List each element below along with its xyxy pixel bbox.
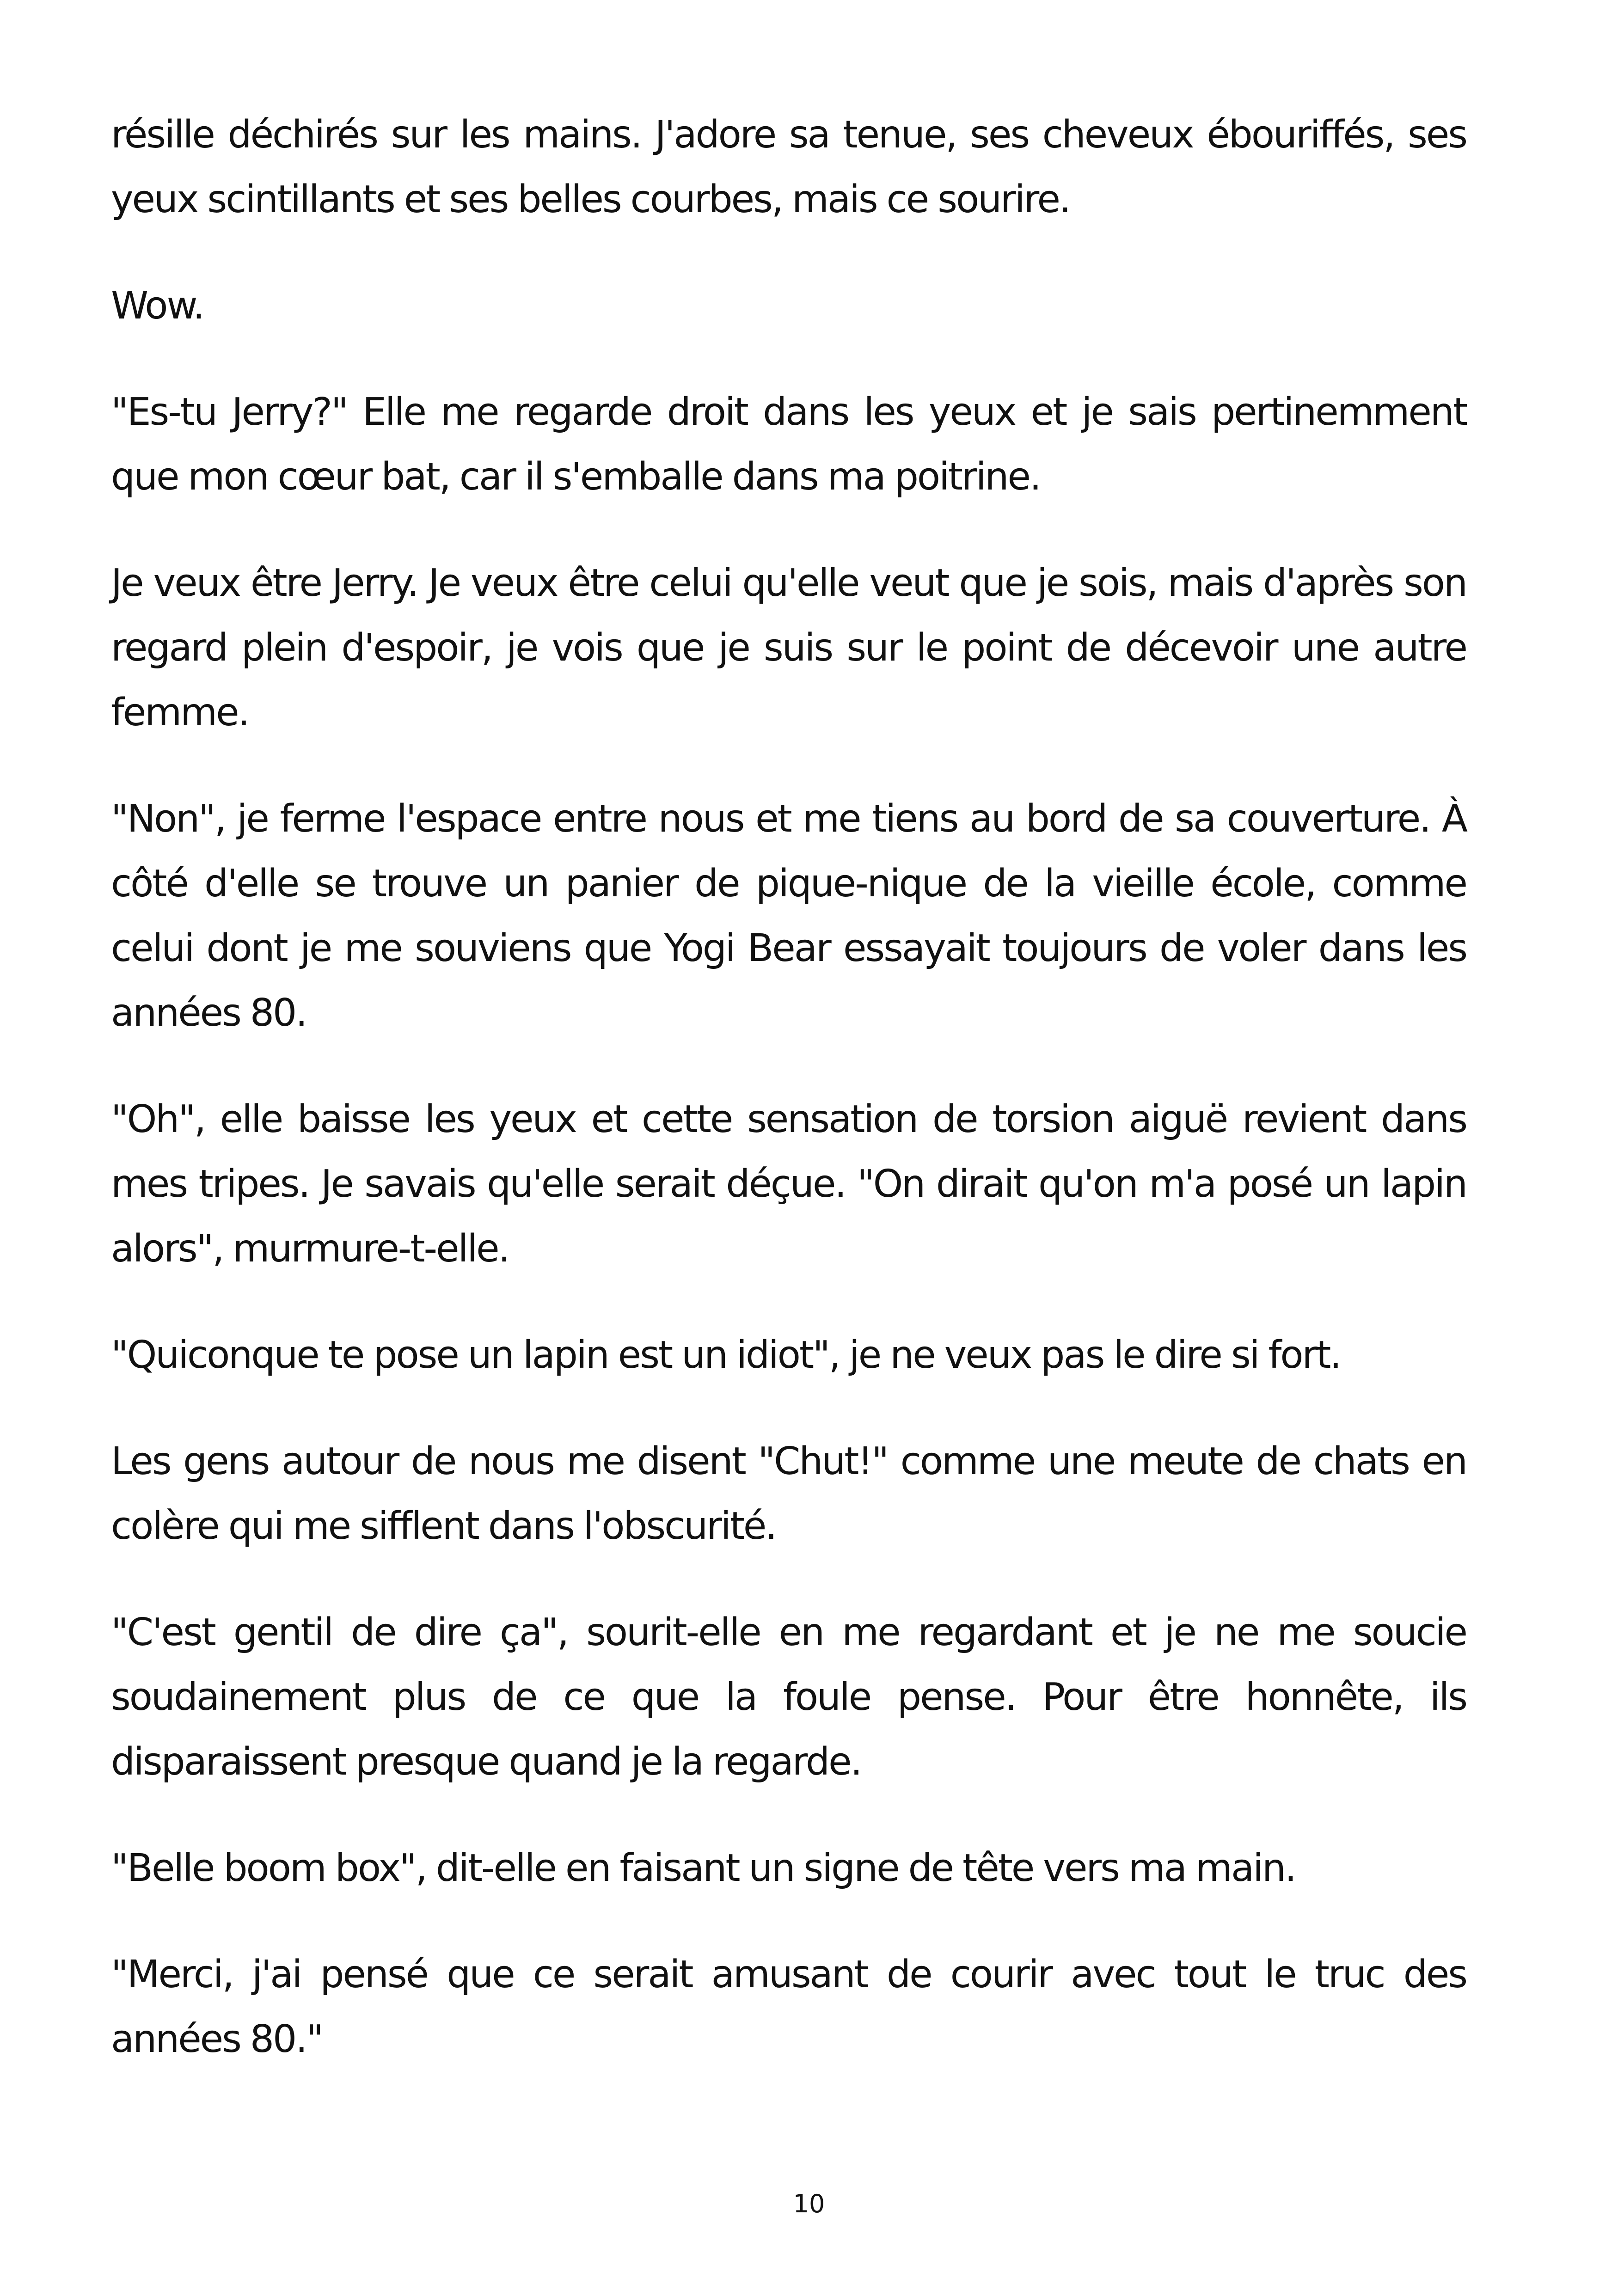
paragraph-10: "Belle boom box", dit-elle en faisant un signe de tête vers ma main. (111, 1846, 1296, 1890)
paragraph-3: "Es-tu Jerry?" Elle me regarde droit dans les yeux et je sais pertinemment que mon cœur bat, car il s'emballe dans ma poitrine. (111, 390, 1466, 499)
body-text (111, 103, 1466, 2072)
paragraph-5: "Non", je ferme l'espace entre nous et me tiens au bord de sa couverture. À côté d'elle se trouve un panier de pique-nique de la vieille école, comme celui dont je me souviens que Yogi Bear essayait toujours de voler dans les années 80. (111, 797, 1466, 1035)
paragraph-1: résille déchirés sur les mains. J'adore sa tenue, ses cheveux ébouriffés, ses yeux scintillants et ses belles courbes, mais ce sourire. (111, 113, 1466, 221)
paragraph-11: "Merci, j'ai pensé que ce serait amusant de courir avec tout le truc des années 80." (111, 1953, 1466, 2061)
paragraph-9: "C'est gentil de dire ça", sourit-elle en me regardant et je ne me soucie soudainement plus de ce que la foule pense. Pour être honnête, ils disparaissent presque quand je la regarde. (111, 1610, 1466, 1784)
paragraph-2: Wow. (111, 284, 204, 328)
page-number: 10 (793, 2189, 825, 2218)
paragraph-4: Je veux être Jerry. Je veux être celui qu'elle veut que je sois, mais d'après son regard plein d'espoir, je vois que je suis sur le point de décevoir une autre femme. (111, 561, 1466, 735)
paragraph-7: "Quiconque te pose un lapin est un idiot", je ne veux pas le dire si fort. (111, 1333, 1341, 1377)
paragraph-6: "Oh", elle baisse les yeux et cette sensation de torsion aiguë revient dans mes tripes. Je savais qu'elle serait déçue. "On dirait qu'on m'a posé un lapin alors", murmure-t-elle. (111, 1097, 1466, 1271)
paragraph-8: Les gens autour de nous me disent "Chut!" comme une meute de chats en colère qui me sifflent dans l'obscurité. (111, 1439, 1466, 1548)
